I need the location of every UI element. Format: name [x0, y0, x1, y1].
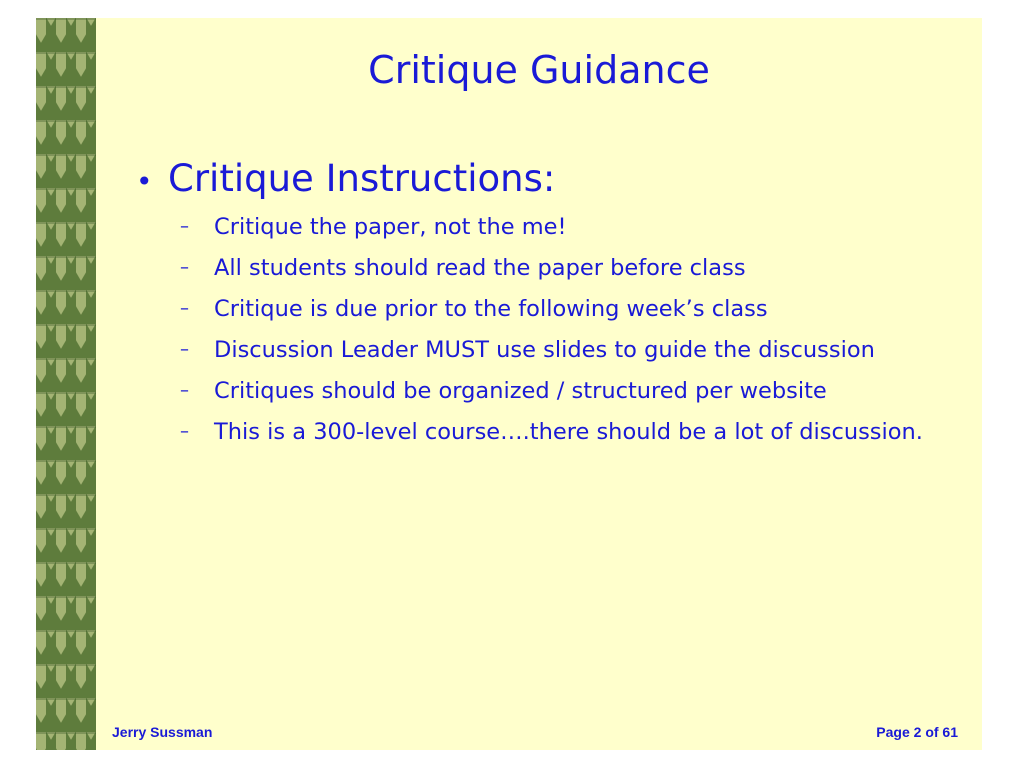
- footer-page-number: Page 2 of 61: [876, 724, 958, 740]
- sub-bullet-item: [180, 293, 966, 325]
- slide: [36, 18, 982, 750]
- main-bullet: [136, 154, 966, 207]
- sub-bullet-item: [180, 211, 966, 243]
- dash-marker: –: [180, 298, 189, 319]
- slide-content: [136, 154, 966, 457]
- footer-author: Jerry Sussman: [112, 724, 213, 740]
- sub-bullet-item: [180, 334, 966, 366]
- sub-bullet-item: [180, 375, 966, 407]
- dash-marker: –: [180, 216, 189, 237]
- dash-marker: –: [180, 421, 189, 442]
- sub-bullet-text: Discussion Leader MUST use slides to guide the discussion: [214, 337, 875, 363]
- main-bullet-text: Critique Instructions:: [168, 157, 556, 200]
- dash-marker: –: [180, 339, 189, 360]
- sub-bullet-text: Critiques should be organized / structured per website: [214, 378, 827, 404]
- sub-bullet-item: [180, 252, 966, 284]
- dash-marker: –: [180, 380, 189, 401]
- slide-title: Critique Guidance: [368, 48, 710, 92]
- sub-bullet-text: This is a 300-level course….there should be a lot of discussion.: [214, 419, 923, 445]
- sub-bullet-text: Critique is due prior to the following week’s class: [214, 296, 768, 322]
- dash-marker: –: [180, 257, 189, 278]
- sub-bullet-text: All students should read the paper before class: [214, 255, 746, 281]
- sub-bullet-text: Critique the paper, not the me!: [214, 214, 567, 240]
- bullet-marker: •: [136, 165, 153, 198]
- sub-bullet-list: [180, 211, 966, 448]
- sub-bullet-item: [180, 416, 966, 448]
- decorative-side-strip: [36, 18, 96, 750]
